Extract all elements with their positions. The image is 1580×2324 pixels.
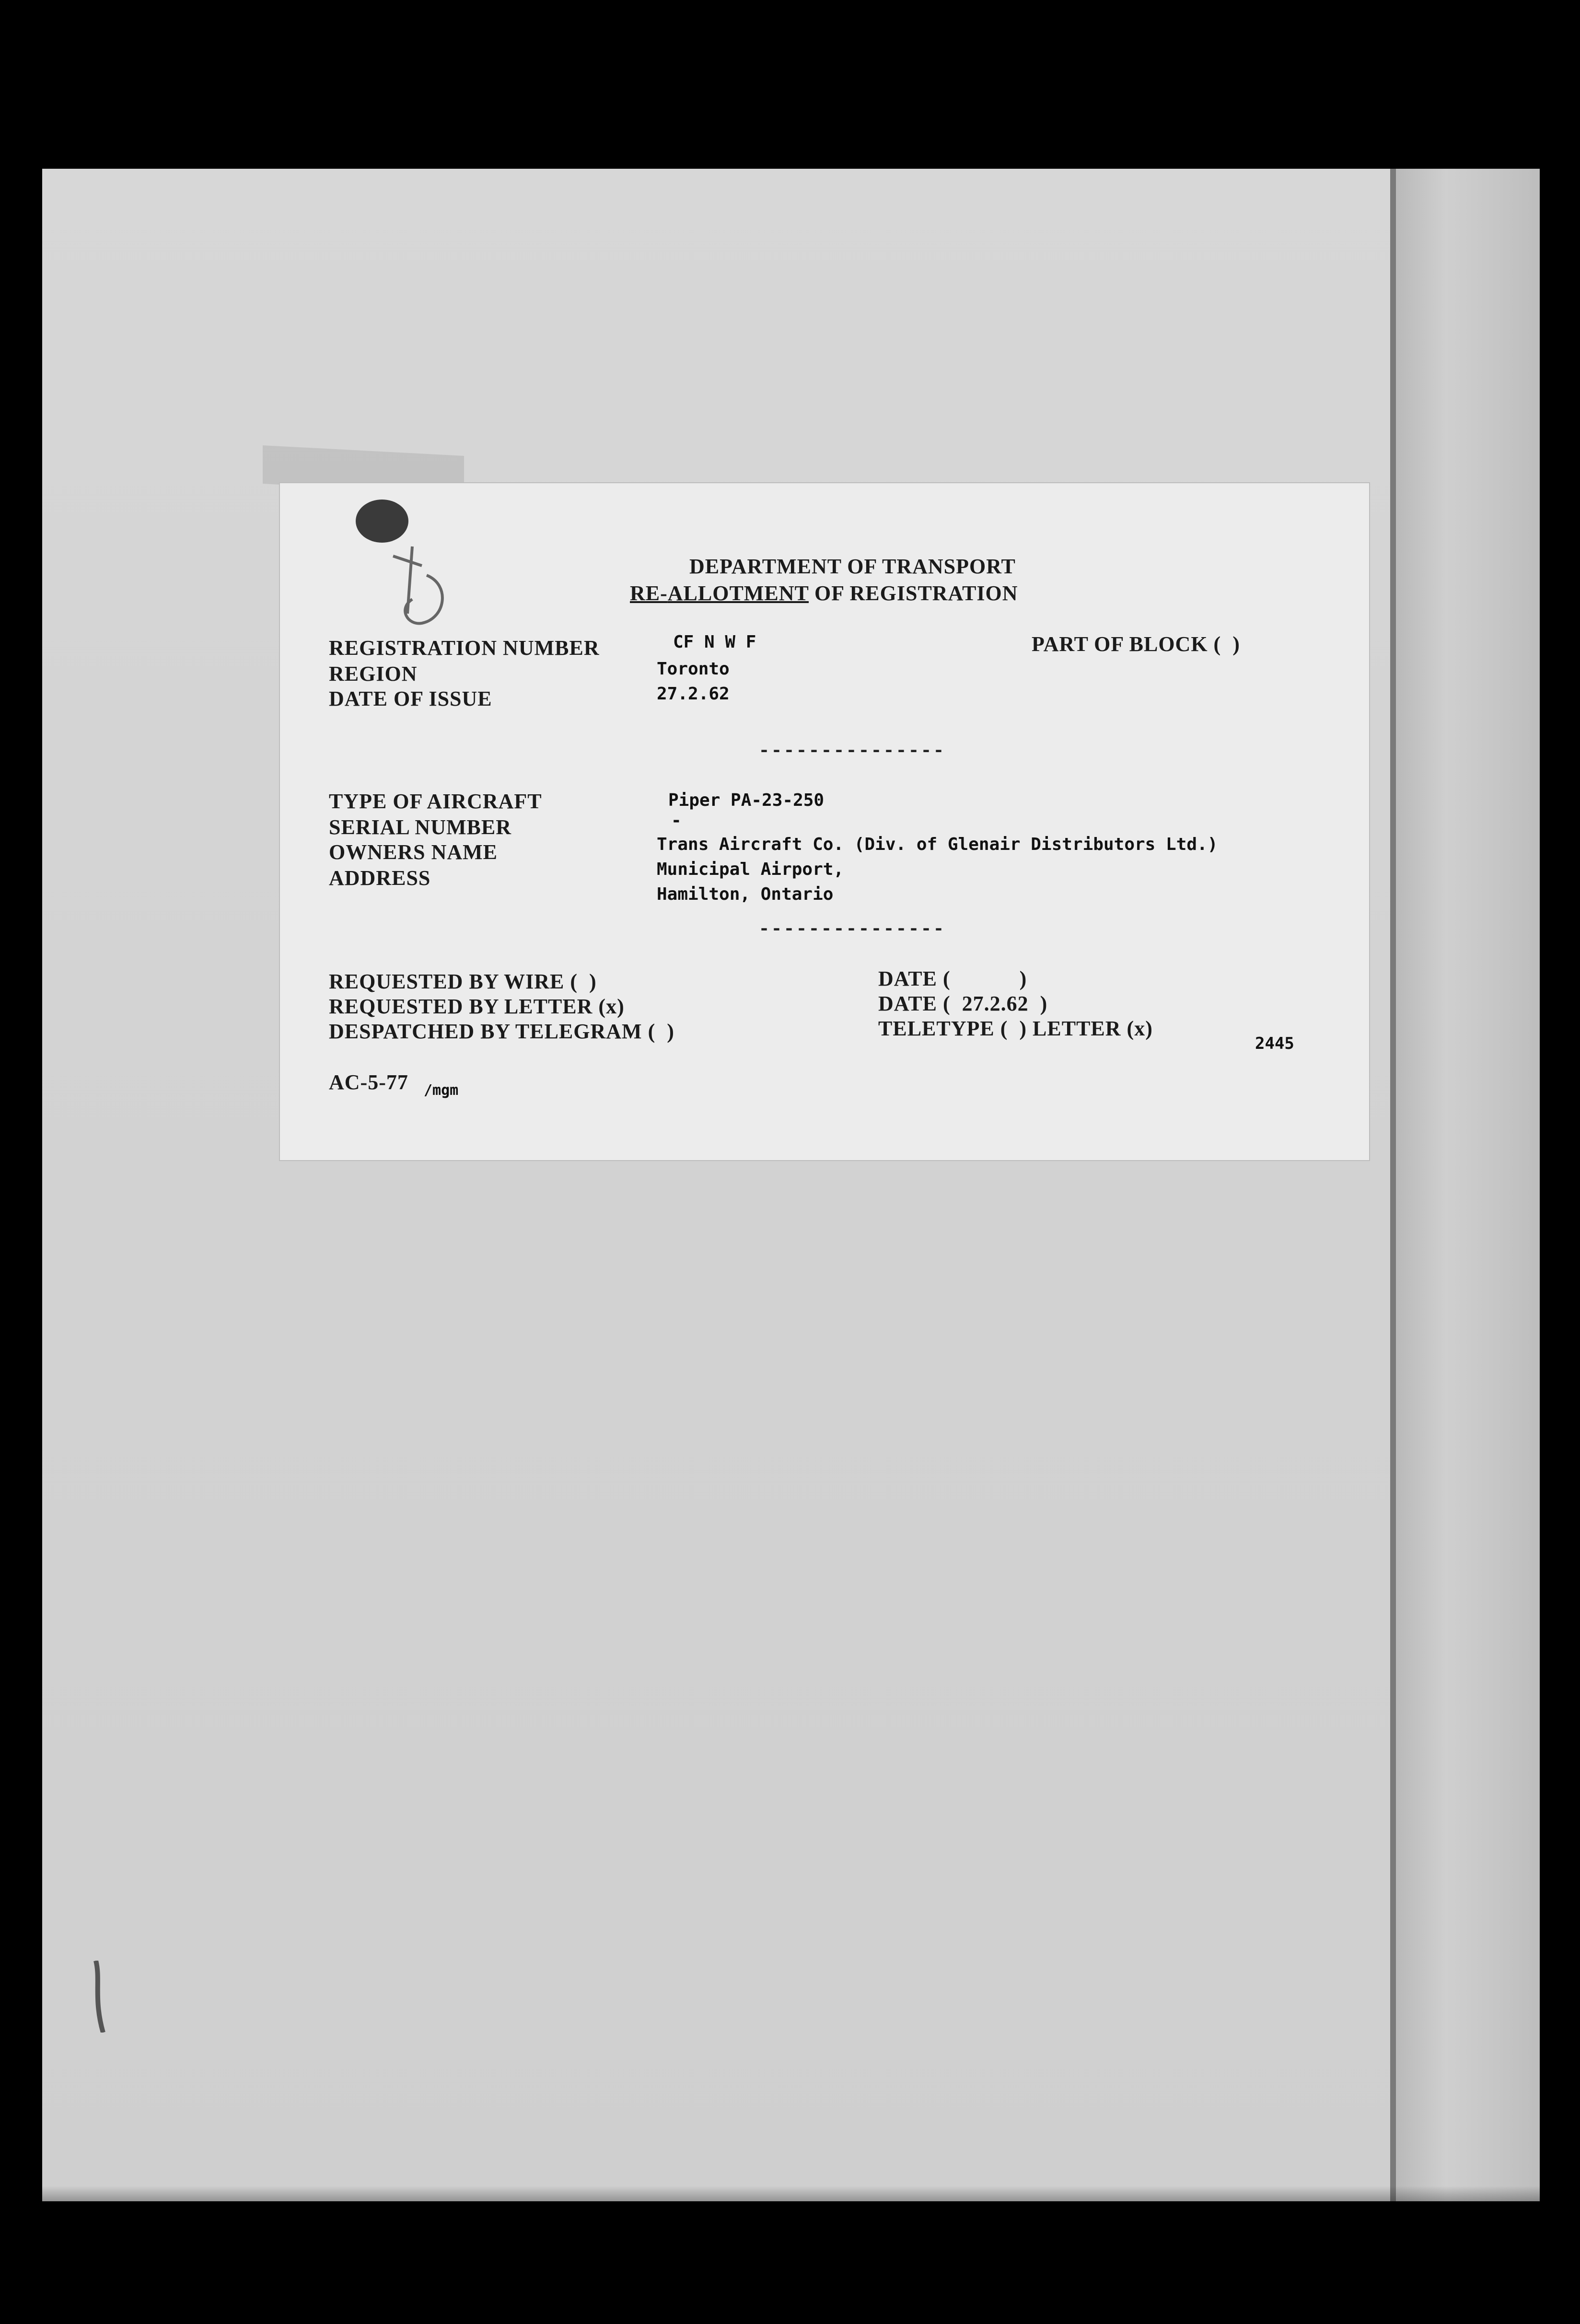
separator-bottom: --------------- [758, 919, 946, 941]
date-of-issue-value: 27.2.62 [657, 684, 730, 704]
serial-number-value: - [671, 811, 682, 830]
part-of-block-label: PART OF BLOCK ( ) [1032, 632, 1240, 656]
date-of-issue-label: DATE OF ISSUE [329, 687, 492, 710]
folder-bottom-shadow [42, 2186, 1540, 2205]
separator-top: --------------- [758, 741, 946, 762]
type-of-aircraft-value: Piper PA-23-250 [668, 790, 825, 810]
form-code: AC-5-77 [329, 1070, 408, 1094]
heading-underlined: ALLOTMENT [667, 581, 809, 605]
typist-initials: /mgm [424, 1082, 459, 1099]
teletype-letter: TELETYPE ( ) LETTER (x) [878, 1017, 1153, 1040]
heading-rest: OF REGISTRATION [809, 581, 1018, 605]
region-value: Toronto [657, 659, 730, 679]
registration-number-value: CF N W F [673, 632, 756, 652]
date-letter: DATE ( 27.2.62 ) [878, 992, 1048, 1015]
scratch-mark [91, 1961, 110, 2033]
file-folder-page [42, 169, 1404, 2201]
heading-prefix: RE- [630, 581, 668, 605]
department-heading: DEPARTMENT OF TRANSPORT [689, 555, 1016, 578]
address-line-2: Hamilton, Ontario [657, 884, 834, 904]
folder-spine-edge [1390, 169, 1396, 2201]
folder-spine [1396, 169, 1540, 2201]
serial-number-label: SERIAL NUMBER [329, 815, 511, 839]
region-label: REGION [329, 662, 418, 686]
address-line-1: Municipal Airport, [657, 860, 844, 879]
file-number: 2445 [1255, 1034, 1294, 1053]
address-label: ADDRESS [329, 866, 431, 890]
owners-name-label: OWNERS NAME [329, 840, 498, 864]
registration-number-label: REGISTRATION NUMBER [329, 636, 600, 660]
type-of-aircraft-label: TYPE OF AIRCRAFT [329, 790, 542, 813]
requested-by-letter: REQUESTED BY LETTER (x) [329, 995, 625, 1018]
stamp-blot [356, 500, 408, 543]
owners-name-value: Trans Aircraft Co. (Div. of Glenair Distributors Ltd.) [657, 835, 1218, 854]
handwritten-stamp-mark [379, 537, 465, 633]
allotment-heading [630, 583, 1018, 604]
date-wire: DATE ( ) [878, 967, 1027, 990]
requested-by-wire: REQUESTED BY WIRE ( ) [329, 970, 597, 993]
despatched-by-telegram: DESPATCHED BY TELEGRAM ( ) [329, 1020, 674, 1043]
